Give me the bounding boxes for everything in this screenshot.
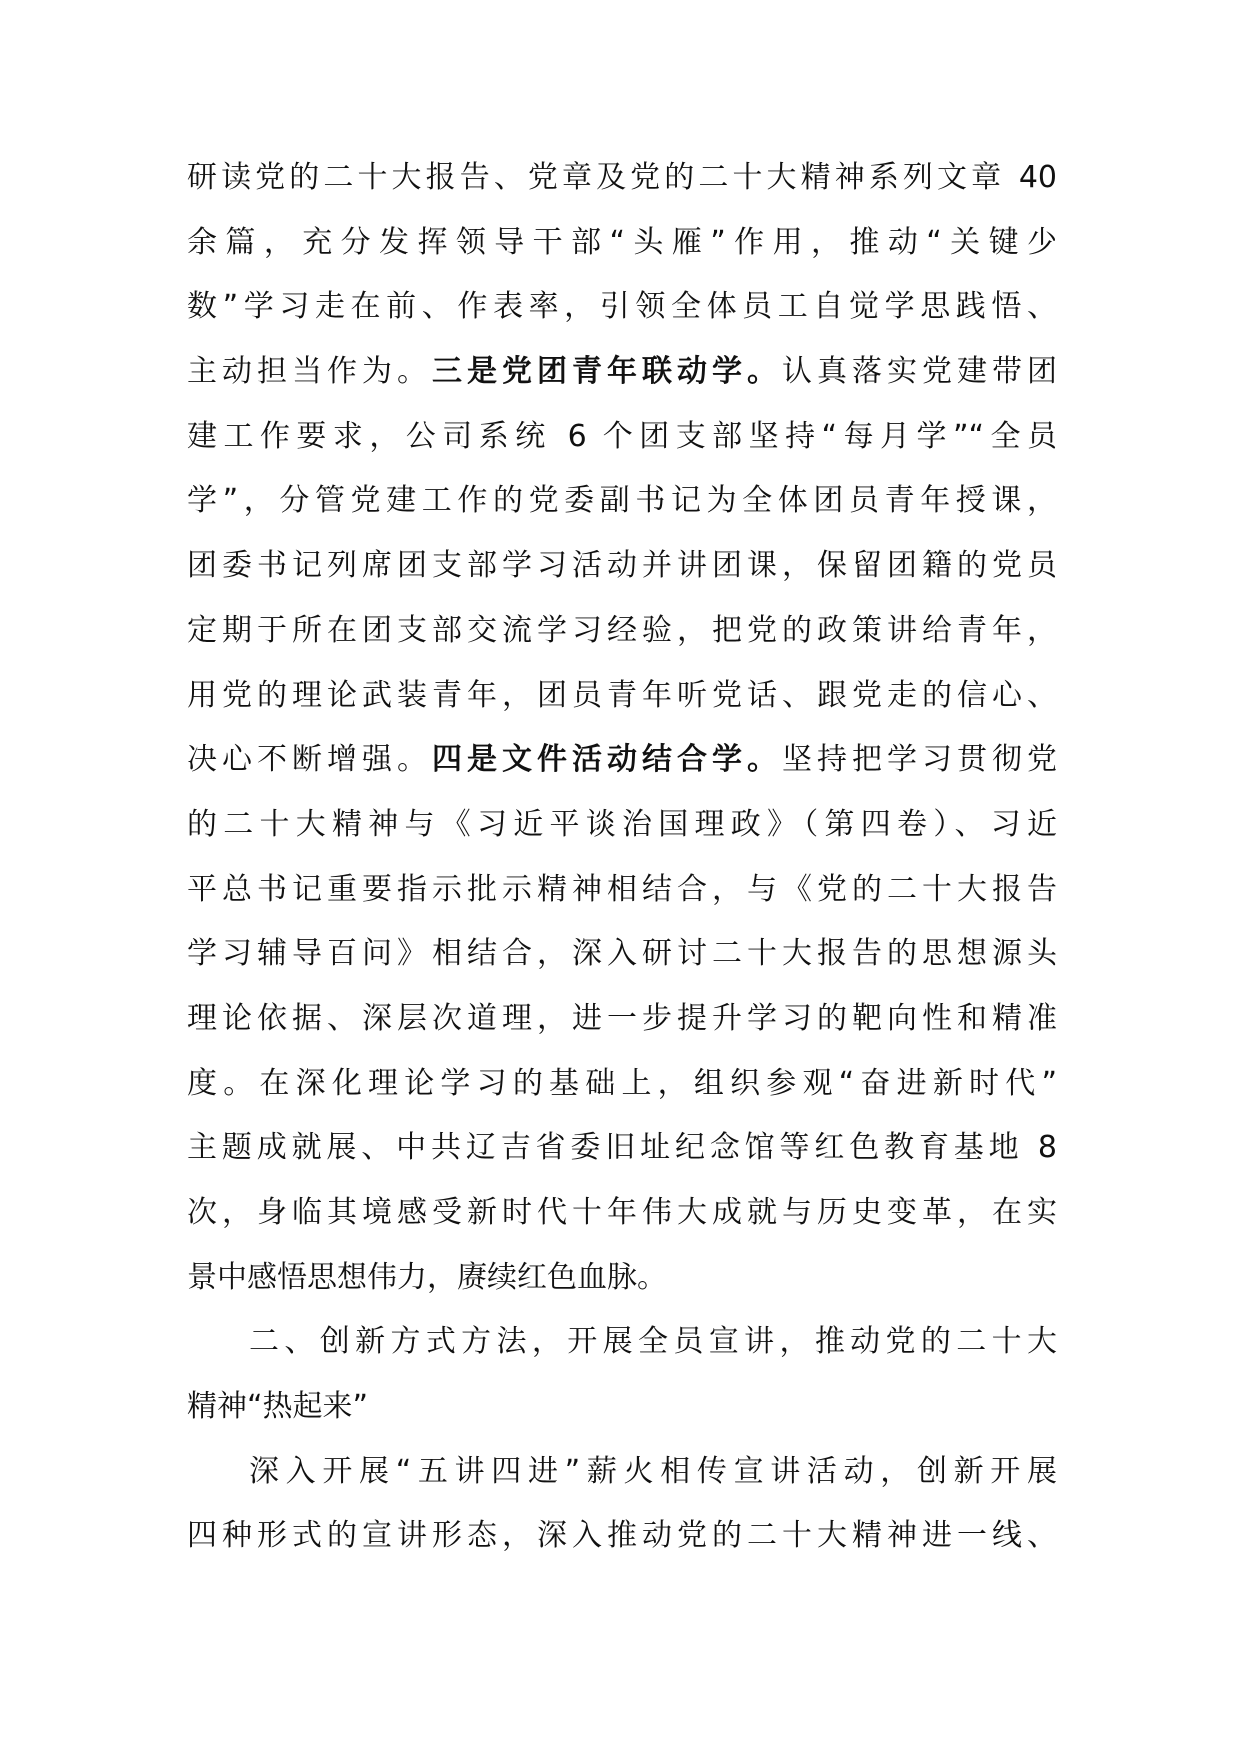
paragraph-line <box>187 1052 1057 1117</box>
paragraph-line: 四种形式的宣讲形态，深入推动党的二十大精神进一线、 <box>187 1518 1057 1554</box>
paragraph-line <box>187 469 1057 534</box>
paragraph-line <box>187 987 1057 1052</box>
text-run: 团委书记列席团支部学习活动并讲团课，保留团籍的党员 <box>187 548 1057 584</box>
paragraph-line <box>187 1181 1057 1246</box>
text-run: 度。在深化理论学习的基础上，组织参观“奋进新时代” <box>187 1065 1057 1101</box>
heading-line: 精神“热起来” <box>187 1389 369 1425</box>
section-heading-2 <box>187 1310 1057 1439</box>
paragraph-line <box>187 599 1057 664</box>
paragraph-party-study <box>187 146 1057 1310</box>
paragraph-line <box>187 275 1057 340</box>
text-run: 决心不断增强。 <box>187 742 432 778</box>
paragraph-line <box>187 793 1057 858</box>
text-run: 数”学习走在前、作表率，引领全体员工自觉学思践悟、 <box>187 289 1057 325</box>
paragraph-propaganda <box>187 1440 1057 1569</box>
text-run: 建工作要求，公司系统 6 个团支部坚持“每月学”“全员 <box>187 418 1057 454</box>
text-run: 研读党的二十大报告、党章及党的二十大精神系列文章 40 <box>187 160 1057 195</box>
text-run: 主题成就展、中共辽吉省委旧址纪念馆等红色教育基地 8 <box>187 1130 1057 1166</box>
paragraph-line <box>187 1116 1057 1181</box>
text-run: 理论依据、深层次道理，进一步提升学习的靶向性和精准 <box>187 1000 1057 1036</box>
paragraph-line <box>187 1246 1057 1311</box>
text-run: 坚持把学习贯彻党 <box>782 742 1057 778</box>
text-run: 学”，分管党建工作的党委副书记为全体团员青年授课， <box>187 483 1057 519</box>
text-run: 定期于所在团支部交流学习经验，把党的政策讲给青年， <box>187 612 1057 648</box>
bold-subheading: 四是文件活动结合学。 <box>432 742 782 778</box>
paragraph-line <box>187 922 1057 987</box>
text-run: 平总书记重要指示批示精神相结合，与《党的二十大报告 <box>187 871 1057 907</box>
paragraph-line <box>187 728 1057 793</box>
text-run: 次，身临其境感受新时代十年伟大成就与历史变革，在实 <box>187 1195 1057 1230</box>
text-run: 景中感悟思想伟力，赓续红色血脉。 <box>187 1259 667 1295</box>
text-run: 学习辅导百问》相结合，深入研讨二十大报告的思想源头 <box>187 936 1057 972</box>
paragraph-line <box>187 664 1057 729</box>
paragraph-line <box>187 405 1057 470</box>
bold-subheading: 三是党团青年联动学。 <box>432 354 782 390</box>
paragraph-line <box>187 146 1057 211</box>
heading-line: 二、创新方式方法，开展全员宣讲，推动党的二十大 <box>249 1324 1057 1360</box>
text-run: 主动担当作为。 <box>187 354 432 390</box>
text-run: 认真落实党建带团 <box>782 354 1057 390</box>
paragraph-line: 深入开展“五讲四进”薪火相传宣讲活动，创新开展 <box>249 1453 1057 1489</box>
paragraph-line <box>187 858 1057 923</box>
document-body <box>187 146 1057 1569</box>
text-run: 的二十大精神与《习近平谈治国理政》（第四卷）、习近 <box>187 806 1057 842</box>
paragraph-line <box>187 534 1057 599</box>
paragraph-line <box>187 340 1057 405</box>
paragraph-line <box>187 211 1057 276</box>
text-run: 用党的理论武装青年，团员青年听党话、跟党走的信心、 <box>187 677 1057 713</box>
text-run: 余篇，充分发挥领导干部“头雁”作用，推动“关键少 <box>187 224 1057 260</box>
